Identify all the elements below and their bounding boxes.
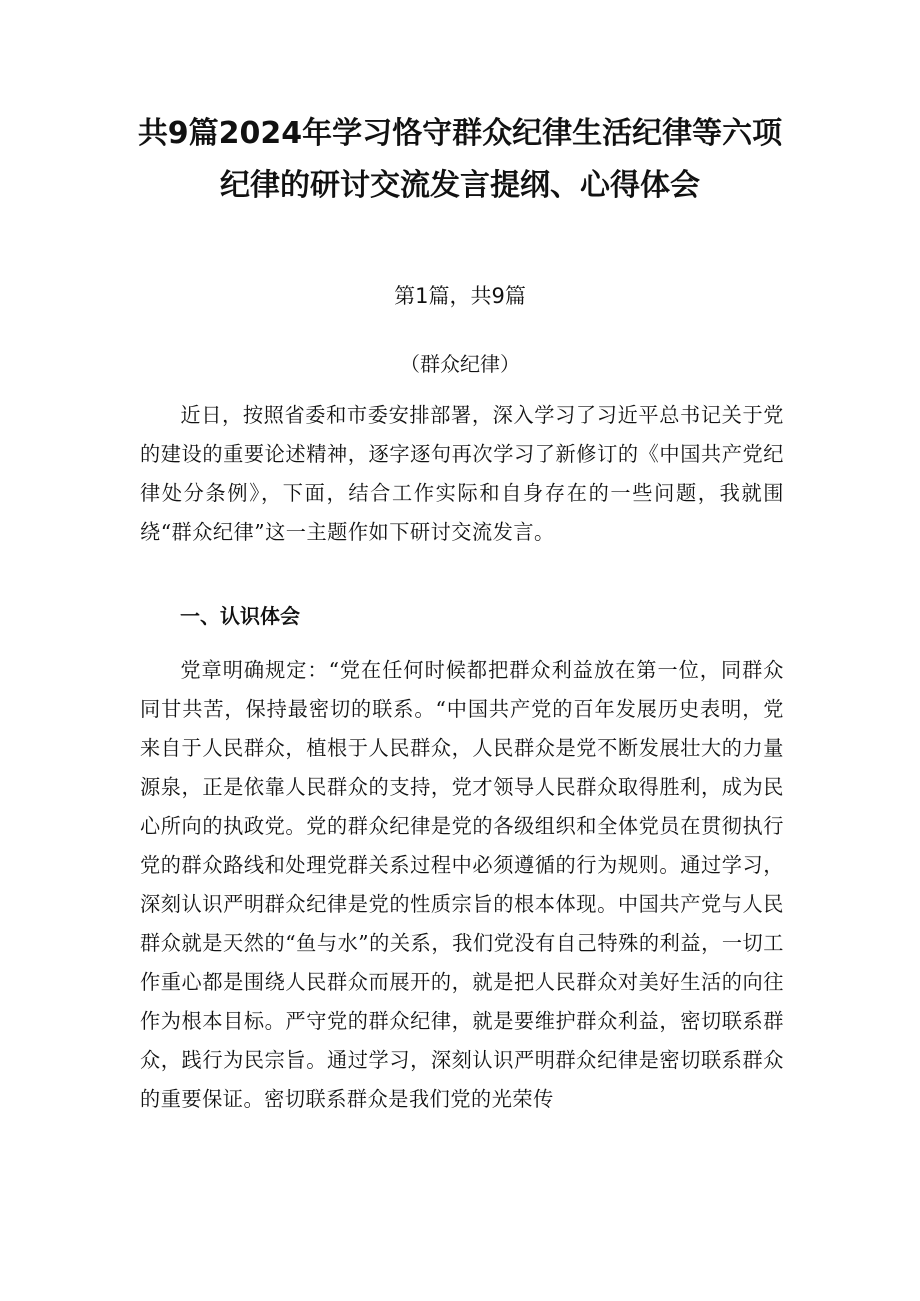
part-subheading: （群众纪律） (400, 352, 520, 376)
section-1-paragraph: 党章明确规定：“党在任何时候都把群众利益放在第一位，同群众同甘共苦，保持最密切的联系。“中国共产党的百年发展历史表明，党来自于人民群众，植根于人民群众，人民群众是党不断发展壮大的力量源泉，正是依靠人民群众的支持，党才领导人民群众取得胜利，成为民心所向的执政党。党的群众纪律是党的各级组织和全体党员在贯彻执行党的群众路线和处理党群关系过程中必须遵循的行为规则。通过学习，深刻认识严明群众纪律是党的性质宗旨的根本体现。中国共产党与人民群众就是天然的“鱼与水”的关系，我们党没有自己特殊的利益，一切工作重心都是围绕人民群众而展开的，就是把人民群众对美好生活的向往作为根本目标。严守党的群众纪律，就是要维护群众利益，密切联系群众，践行为民宗旨。通过学习，深刻认识严明群众纪律是密切联系群众的重要保证。密切联系群众是我们党的光荣传 (140, 658, 784, 1111)
part-heading: 第1篇，共9篇 (394, 284, 526, 308)
document-title-line-1: 共9篇2024年学习恪守群众纪律生活纪律等六项 (137, 116, 783, 151)
section-heading-1: 一、认识体会 (180, 604, 300, 628)
intro-paragraph: 近日，按照省委和市委安排部署，深入学习了习近平总书记关于党的建设的重要论述精神，逐字逐句再次学习了新修订的《中国共产党纪律处分条例》，下面，结合工作实际和自身存在的一些问题，我就围绕“群众纪律”这一主题作如下研讨交流发言。 (140, 403, 784, 544)
document-title (120, 108, 800, 212)
document-title-line-2: 纪律的研讨交流发言提纲、心得体会 (220, 168, 700, 203)
